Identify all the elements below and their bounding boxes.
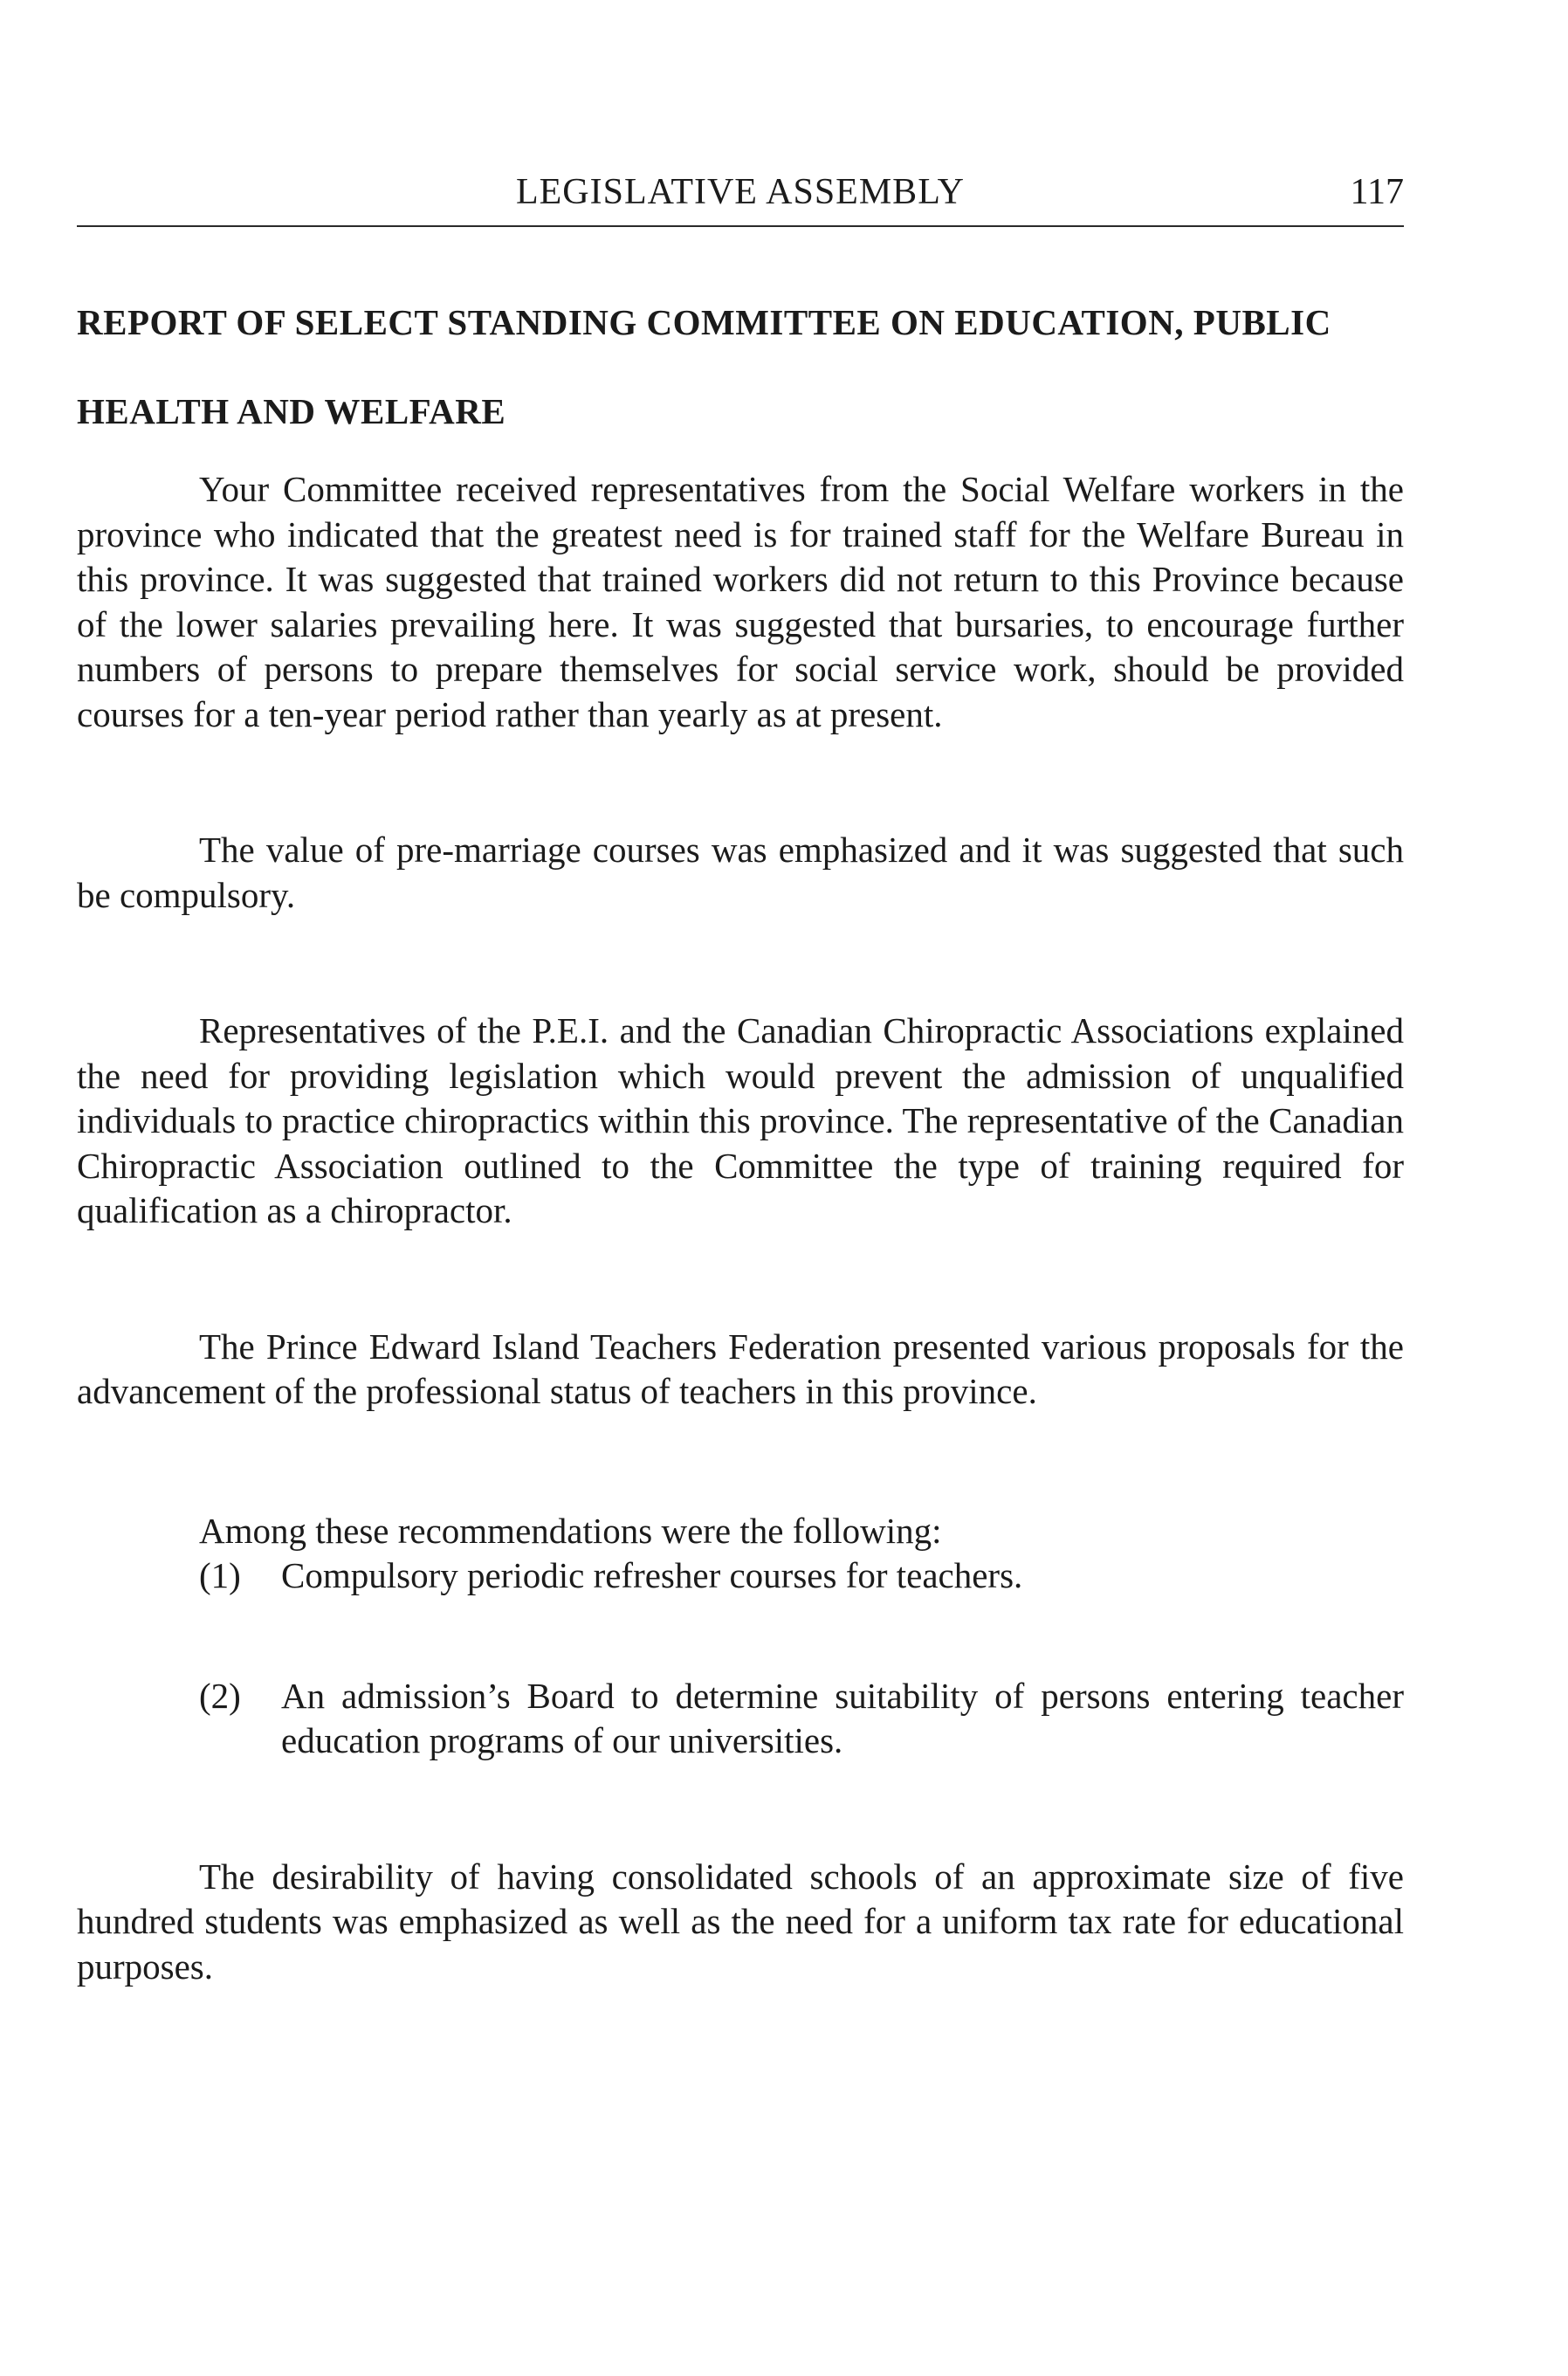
recommendation-text: An admission’s Board to determine suitability of persons entering teacher education programs of our universities. [281,1675,1404,1760]
document-page [77,0,1404,2376]
running-title: LEGISLATIVE ASSEMBLY [516,172,965,212]
paragraph-recommendations-intro: Among these recommendations were the following: [199,1510,942,1551]
paragraph-chiropractic: Representatives of the P.E.I. and the Canadian Chiropractic Associations explained the need for providing legislation which would prevent the admission of unqualified individuals to practice chiropractics within this province. The representative of the Canadian Chiropractic Association outlined to the Committee the type of training required for qualification as a chiropractor. [77,1010,1404,1230]
recommendation-marker: (1) [199,1555,241,1595]
recommendation-text: Compulsory periodic refresher courses for teachers. [281,1555,1023,1595]
header-rule [77,225,1404,227]
paragraph-teachers-federation: The Prince Edward Island Teachers Federation presented various proposals for the advancement of the professional status of teachers in this province. [77,1326,1404,1411]
page-number: 117 [1350,172,1404,212]
paragraph-social-welfare: Your Committee received representatives from the Social Welfare workers in the province who indicated that the greatest need is for trained staff for the Welfare Bureau in this province. It was suggested that trained workers did not return to this Province because of the lower salaries prevailing here. It was suggested that bursaries, to encourage further numbers of persons to prepare themselves for social service work, should be provided courses for a ten-year period rather than yearly as at present. [77,469,1404,734]
paragraph-consolidated-schools: The desirability of having consolidated schools of an approximate size of five hundred students was emphasized as well as the need for a uniform tax rate for educational purposes. [77,1856,1404,1987]
report-body [77,467,1404,1989]
recommendation-item [77,1674,1404,1764]
report-title: REPORT OF SELECT STANDING COMMITTEE ON EDUCATION, PUBLIC HEALTH AND WELFARE [77,302,1331,431]
recommendation-marker: (2) [199,1675,241,1716]
paragraph-pre-marriage-courses: The value of pre-marriage courses was emphasized and it was suggested that such be compulsory. [77,830,1404,915]
running-header [77,166,1404,218]
recommendation-item [77,1553,1404,1599]
